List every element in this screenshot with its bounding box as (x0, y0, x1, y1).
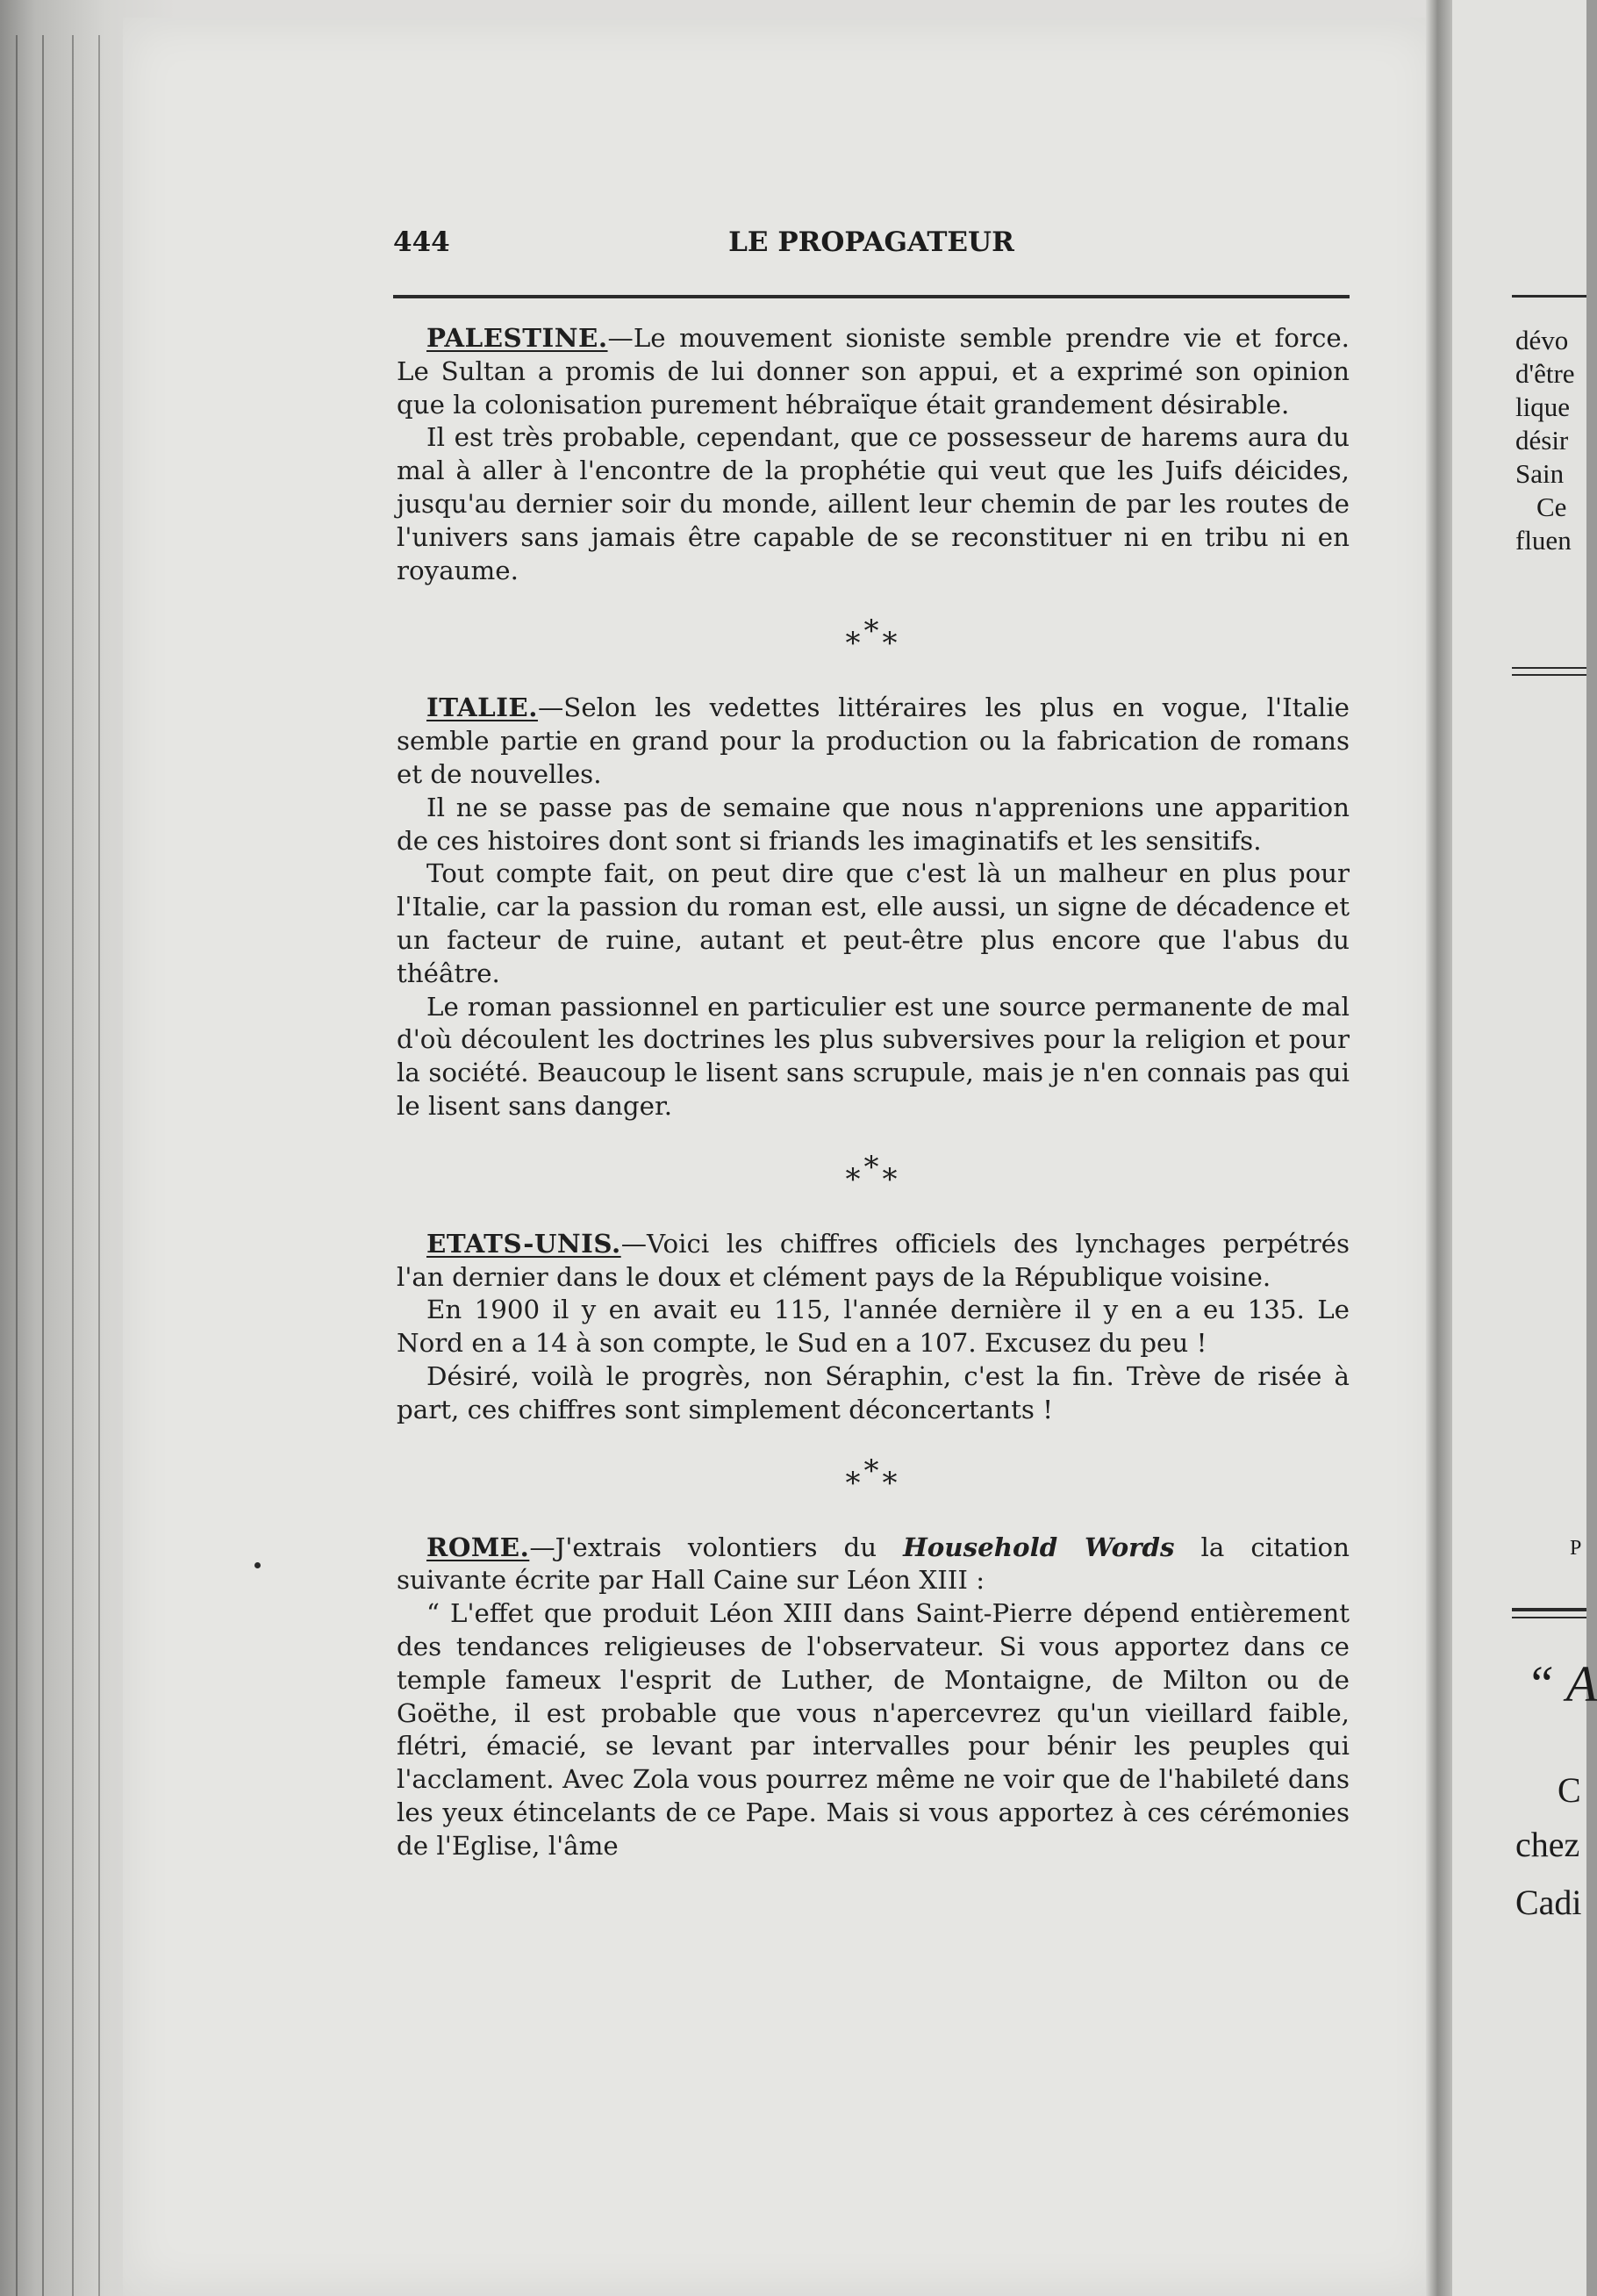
article-paragraph: Il ne se passe pas de semaine que nous n'apprenions une apparition de ces histoires dont sont si friands les imaginatifs et les sensitifs. (397, 792, 1350, 856)
facing-page-line: Sain (1515, 458, 1565, 489)
facing-page-line: C (1558, 1770, 1581, 1810)
article-text: —Le mouvement sioniste semble prendre vie et force. Le Sultan a promis de lui donner son appui, et a exprimé son opinion que la colonisation purement hébraïque était grandement désirable. (397, 323, 1350, 420)
article-italie (397, 691, 1350, 1123)
facing-page-line: Cadi (1515, 1883, 1582, 1922)
facing-page-line: “ A (1526, 1655, 1597, 1712)
journal-title: LE PROPAGATEUR (728, 226, 1014, 258)
article-heading: ETATS-UNIS. (426, 1227, 621, 1259)
facing-page-rule (1512, 674, 1586, 676)
header-rule (393, 295, 1350, 298)
facing-page-line: lique (1515, 391, 1570, 422)
article-heading: ITALIE. (426, 692, 538, 723)
article-text: —J'extrais volontiers du (529, 1532, 904, 1562)
article-palestine (397, 321, 1350, 587)
article-paragraph (397, 321, 1350, 421)
running-head (393, 226, 1350, 262)
article-paragraph: Le roman passionnel en particulier est une source permanente de mal d'où découlent les doctrines les plus subversives pour la religion et pour la société. Beaucoup le lisent sans scrupule, mais je n'en connais pas qui le lisent sans danger. (397, 991, 1350, 1121)
facing-page-rule (1512, 1608, 1586, 1611)
facing-page-rule (1512, 295, 1586, 298)
facing-page-line: fluen (1515, 525, 1572, 556)
article-paragraph: En 1900 il y en avait eu 115, l'année dernière il y en a eu 135. Le Nord en a 14 à son compte, le Sud en a 107. Excusez du peu ! (397, 1295, 1350, 1359)
asterism-glyph: * (845, 1465, 864, 1501)
facing-page-line: P (1570, 1537, 1582, 1560)
asterism-glyph: * (863, 613, 883, 649)
facing-page-rule (1512, 1617, 1586, 1618)
article-rome (397, 1531, 1350, 1863)
asterism-glyph: * (863, 1453, 883, 1489)
facing-page-rule (1512, 667, 1586, 669)
article-paragraph: Il est très probable, cependant, que ce possesseur de harems aura du mal à aller à l'encontre de la prophétie qui veut que les Juifs déicides, jusqu'au dernier soir du monde, aillent leur chemin de par les routes de l'univers sans jamais être capable de se reconstituer ni en tribu ni en royaume. (397, 422, 1350, 585)
asterism-divider (397, 1149, 1350, 1197)
page-edge (16, 35, 18, 2296)
article-heading: ROME. (426, 1531, 530, 1562)
facing-page-line: chez (1515, 1825, 1580, 1864)
facing-page-line: dévo (1515, 325, 1569, 355)
article-text: —Voici les chiffres officiels des lynchages perpétrés l'an dernier dans le doux et clément pays de la République voisine. (397, 1228, 1350, 1292)
page-edge (98, 35, 100, 2296)
asterism-glyph: * (845, 1161, 864, 1197)
asterism-glyph: * (882, 1161, 901, 1197)
article-text: la citation suivante écrite par Hall Caine sur Léon XIII : (397, 1532, 1350, 1596)
asterism-divider (397, 1453, 1350, 1501)
facing-page-fragment (1452, 0, 1597, 2296)
article-text: —Selon les vedettes littéraires les plus en vogue, l'Italie semble partie en grand pour la production ou la fabrication de romans et de nouvelles. (397, 692, 1350, 789)
facing-page-line: désir (1515, 425, 1569, 456)
facing-page-line: d'être (1515, 358, 1575, 389)
article-paragraph: “ L'effet que produit Léon XIII dans Saint-Pierre dépend entièrement des tendances religieuses de l'observateur. Si vous apportez dans ce temple fameux l'esprit de Luther, de Montaigne, de Milton ou de Goëthe, il est probable que vous n'apercevrez qu'un vieillard faible, flétri, émacié, se levant par intervalles pour bénir les peuples qui l'acclament. Avec Zola vous pourrez même ne voir que de l'habileté dans les yeux étincelants de ce Pape. Mais si vous apportez à ces cérémonies de l'Eglise, l'âme (397, 1598, 1350, 1861)
binding-gutter (1426, 0, 1452, 2296)
article-paragraph (397, 1227, 1350, 1295)
page-number: 444 (393, 226, 450, 258)
article-etats-unis (397, 1227, 1350, 1427)
article-paragraph (397, 1531, 1350, 1598)
article-paragraph: Tout compte fait, on peut dire que c'est là un malheur en plus pour l'Italie, car la passion du roman est, elle aussi, un signe de décadence et un facteur de ruine, autant et peut-être plus encore que l'abus du théâtre. (397, 858, 1350, 988)
article-paragraph: Désiré, voilà le progrès, non Séraphin, c'est la fin. Trève de risée à part, ces chiffres sont simplement déconcertants ! (397, 1360, 1350, 1424)
cited-work-title: Household Words (903, 1531, 1175, 1562)
asterism-glyph: * (845, 626, 864, 662)
ink-speck (254, 1562, 261, 1568)
facing-page-line: Ce (1536, 491, 1567, 522)
text-column (397, 321, 1350, 1862)
asterism-glyph: * (882, 1465, 901, 1501)
asterism-divider (397, 613, 1350, 662)
article-paragraph (397, 691, 1350, 791)
page-edge (72, 35, 74, 2296)
article-heading: PALESTINE. (426, 322, 608, 353)
page-edge (42, 35, 44, 2296)
asterism-glyph: * (863, 1149, 883, 1185)
asterism-glyph: * (882, 626, 901, 662)
